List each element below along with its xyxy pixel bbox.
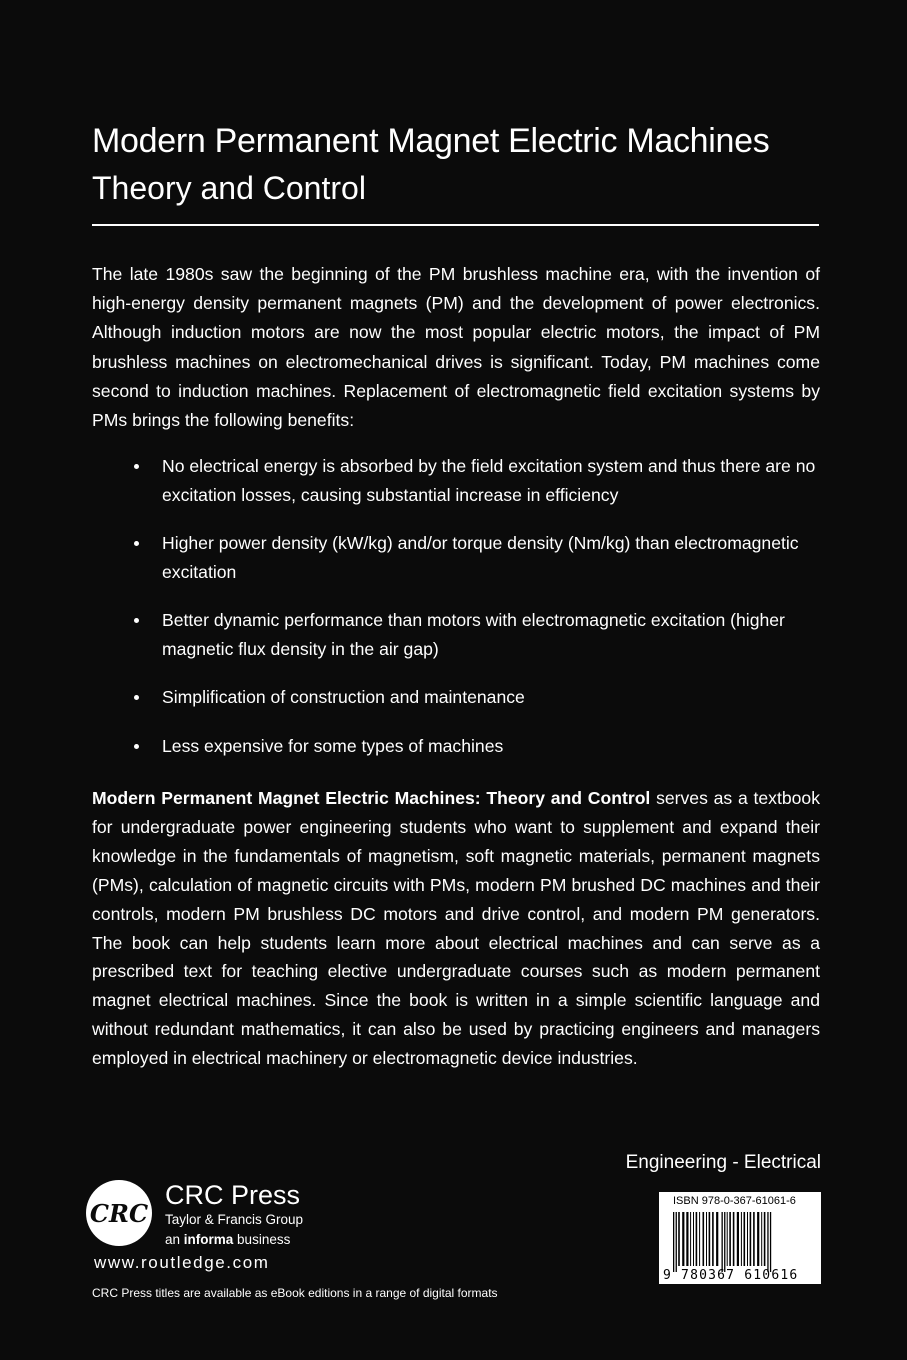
barcode-bar [673,1212,674,1272]
barcode-bar [764,1212,766,1266]
title-divider [92,224,819,226]
bullet-icon [134,541,139,546]
benefit-text: Simplification of construction and maintenance [162,687,525,707]
publisher-group: Taylor & Francis Group [165,1212,304,1227]
barcode-bar [706,1212,707,1266]
barcode-bar [727,1212,728,1266]
barcode-bar [703,1212,705,1266]
book-subtitle: Theory and Control [92,170,366,206]
barcode-bar [747,1212,748,1266]
ean-digits: 9 780367 610616 [663,1268,799,1283]
benefit-item [92,606,820,663]
book-title: Modern Permanent Magnet Electric Machines [92,122,770,160]
barcode-bar [699,1212,700,1266]
description-body: serves as a textbook for undergraduate power engineering students who want to supplement and expand their knowledge in the fundamentals of magnetism, soft magnetic materials, permanent magnets (PMs), calculation of magnetic circuits with PMs, modern PM brushed DC machines and their controls, modern PM brushless DC motors and drive control, and modern PM generators. The book can help students learn more about electrical machines and can serve as a prescribed text for teaching elective undergraduate courses such as modern permanent magnet electrical machines. Since the book is written in a simple scientific language and without redundant mathematics, it can also be used by practicing engineers and managers employed in electrical machinery or electromagnetic device industries. [92,788,820,1069]
barcode-bar [753,1212,755,1266]
barcode-bar [709,1212,711,1266]
barcode-bar [729,1212,731,1266]
barcode-bar [733,1212,735,1266]
benefit-text: No electrical energy is absorbed by the field excitation system and thus there are no excitation losses, causing substantial increase in efficiency [162,456,816,505]
benefit-item [92,529,820,586]
barcode-bar [767,1212,768,1272]
barcode-bar [682,1212,684,1266]
barcode-bar [757,1212,759,1266]
benefit-text: Less expensive for some types of machines [162,735,504,756]
barcode-bar [750,1212,752,1266]
bullet-icon [134,464,139,469]
publisher-url[interactable]: www.routledge.com [94,1253,270,1272]
bullet-icon [134,695,139,700]
bullet-icon [134,618,139,623]
benefit-text: Higher power density (kW/kg) and/or torque density (Nm/kg) than electromagnetic excitation [162,533,799,582]
crc-logo-icon: CRC [86,1180,152,1246]
benefits-list [92,452,820,780]
barcode-bar [744,1212,746,1266]
bullet-icon [134,744,139,749]
barcode-bar [737,1212,739,1266]
barcode-bar [686,1212,688,1266]
barcode-bar [712,1212,714,1266]
isbn-barcode [659,1192,821,1284]
benefit-text: Better dynamic performance than motors with electromagnetic excitation (higher magnetic flux density in the air gap) [162,610,785,659]
barcode-bar [678,1212,680,1266]
barcode-bar [741,1212,742,1266]
barcode-bar [761,1212,762,1266]
barcode-bar [716,1212,718,1266]
subject-category: Engineering - Electrical [625,1152,821,1173]
benefit-item [92,732,820,761]
intro-paragraph: The late 1980s saw the beginning of the PM brushless machine era, with the invention of high-energy density permanent magnets (PM) and the development of power electronics. Although induction motors are now the most popular electric motors, the impact of PM brushless machines on electromechanical drives is significant. Today, PM machines come second to induction machines. Replacement of electromagnetic field excitation systems by PMs brings the following benefits: [92,264,820,431]
benefit-item [92,452,820,509]
publisher-name: CRC Press [165,1180,301,1210]
barcode-bar [693,1212,694,1266]
isbn-label: ISBN 978-0-367-61061-6 [673,1195,796,1207]
barcode-bar [696,1212,698,1266]
publisher-informa-line: an informa business [165,1232,291,1247]
barcode-bar [676,1212,677,1272]
description-title: Modern Permanent Magnet Electric Machines: Theory and Control [92,788,651,808]
barcode-bar [770,1212,771,1272]
barcode-bar [724,1212,725,1272]
benefit-item [92,683,820,712]
description-paragraph [92,784,820,1073]
barcode-bar [722,1212,723,1272]
ebook-note: CRC Press titles are available as eBook editions in a range of digital formats [92,1286,498,1300]
barcode-bar [690,1212,691,1266]
